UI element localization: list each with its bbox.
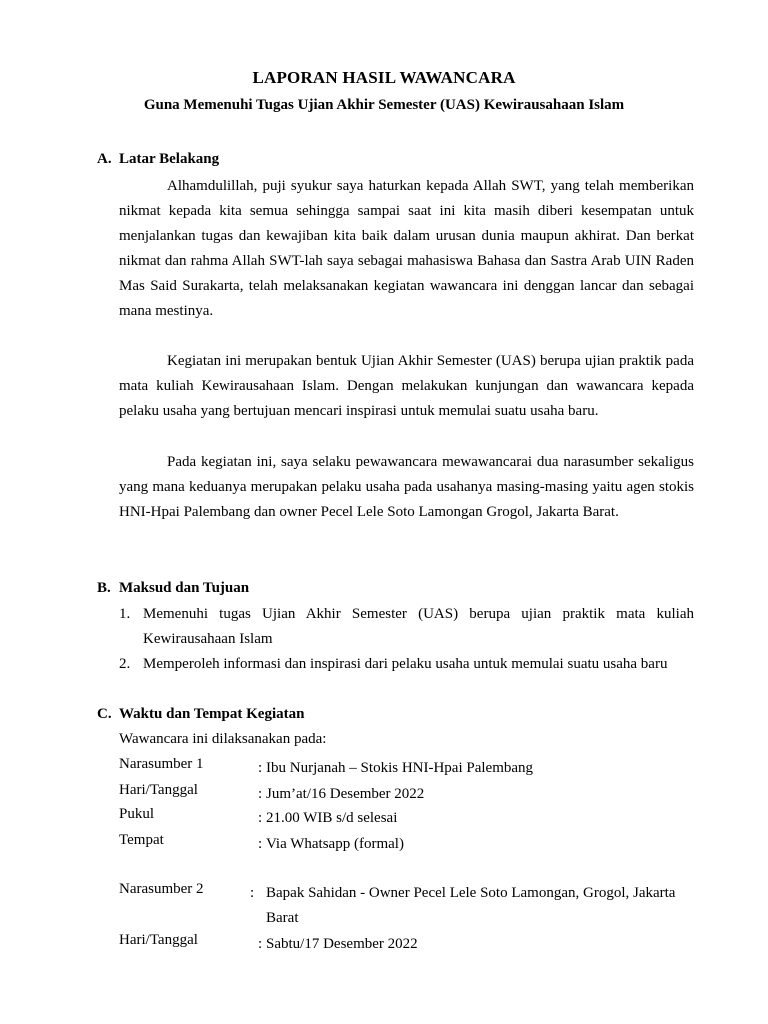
colon: : bbox=[250, 885, 255, 901]
colon: : bbox=[258, 810, 263, 826]
field-value: Ibu Nurjanah – Stokis HNI-Hpai Palembang bbox=[266, 760, 534, 776]
section-b-list bbox=[119, 602, 694, 677]
field-value: Via Whatsapp (formal) bbox=[266, 836, 404, 852]
field-value: 21.00 WIB s/d selesai bbox=[266, 810, 398, 826]
list-item-text: Memperoleh informasi dan inspirasi dari pelaku usaha untuk memulai suatu usaha baru bbox=[143, 656, 668, 672]
field-label: Pukul bbox=[119, 806, 155, 822]
colon: : bbox=[258, 760, 263, 776]
field-label: Hari/Tanggal bbox=[119, 782, 198, 798]
field-label: Hari/Tanggal bbox=[119, 932, 198, 948]
section-a-letter: A. bbox=[97, 151, 112, 167]
section-a-paragraph-3: Pada kegiatan ini, saya selaku pewawancara mewawancarai dua narasumber sekaligus yang mana keduanya merupakan pelaku usaha pada usahanya masing-masing yaitu agen stokis HNI-Hpai Palembang dan owner Pecel Lele Soto Lamongan Grogol, Jakarta Barat. bbox=[119, 454, 694, 520]
section-b-heading bbox=[97, 580, 249, 597]
field-label: Narasumber 1 bbox=[119, 756, 204, 772]
section-c-letter: C. bbox=[97, 706, 112, 722]
field-value-wrapper bbox=[258, 806, 694, 831]
field-value-wrapper bbox=[258, 832, 694, 857]
document-title: LAPORAN HASIL WAWANCARA bbox=[252, 68, 516, 87]
list-item bbox=[119, 602, 694, 652]
field-value: Jum’at/16 Desember 2022 bbox=[266, 786, 425, 802]
section-c-intro: Wawancara ini dilaksanakan pada: bbox=[119, 731, 327, 747]
section-b-letter: B. bbox=[97, 580, 111, 596]
section-a-title: Latar Belakang bbox=[119, 151, 220, 167]
field-value-wrapper bbox=[258, 932, 694, 957]
field-value-wrapper bbox=[258, 756, 694, 781]
field-value-wrapper bbox=[250, 881, 694, 931]
section-c-title: Waktu dan Tempat Kegiatan bbox=[119, 706, 305, 722]
section-a-paragraph-2: Kegiatan ini merupakan bentuk Ujian Akhir Semester (UAS) berupa ujian praktik pada mata kuliah Kewirausahaan Islam. Dengan melakukan kunjungan dan wawancara kepada pelaku usaha yang bertujuan mencari inspirasi untuk memulai suatu usaha baru. bbox=[119, 353, 694, 419]
section-a-paragraph-1: Alhamdulillah, puji syukur saya haturkan kepada Allah SWT, yang telah memberikan nikmat kepada kita semua sehingga sampai saat ini kita masih diberi kesempatan untuk menjalankan tugas dan kewajiban kita baik dalam urusan dunia maupun akhirat. Dan berkat nikmat dan rahma Allah SWT-lah saya sebagai mahasiswa Bahasa dan Sastra Arab UIN Raden Mas Said Surakarta, telah melaksanakan kegiatan wawancara ini denggan lancar dan sebagai mana mestinya. bbox=[119, 178, 694, 319]
field-value: Sabtu/17 Desember 2022 bbox=[266, 936, 418, 952]
section-b-title: Maksud dan Tujuan bbox=[119, 580, 250, 596]
colon: : bbox=[258, 836, 263, 852]
colon: : bbox=[258, 936, 263, 952]
field-value: Bapak Sahidan - Owner Pecel Lele Soto Lamongan, Grogol, Jakarta Barat bbox=[266, 885, 676, 926]
field-label: Narasumber 2 bbox=[119, 881, 204, 897]
field-label: Tempat bbox=[119, 832, 164, 848]
section-c-heading bbox=[97, 706, 304, 723]
colon: : bbox=[258, 786, 263, 802]
list-item-number: 2. bbox=[119, 656, 131, 672]
document-subtitle: Guna Memenuhi Tugas Ujian Akhir Semester (UAS) Kewirausahaan Islam bbox=[143, 97, 625, 113]
list-item-text: Memenuhi tugas Ujian Akhir Semester (UAS) berupa ujian praktik mata kuliah Kewirausahaan Islam bbox=[143, 606, 694, 647]
field-value-wrapper bbox=[258, 782, 694, 807]
list-item-number: 1. bbox=[119, 606, 131, 622]
list-item bbox=[119, 652, 694, 677]
section-a-heading bbox=[97, 151, 219, 168]
